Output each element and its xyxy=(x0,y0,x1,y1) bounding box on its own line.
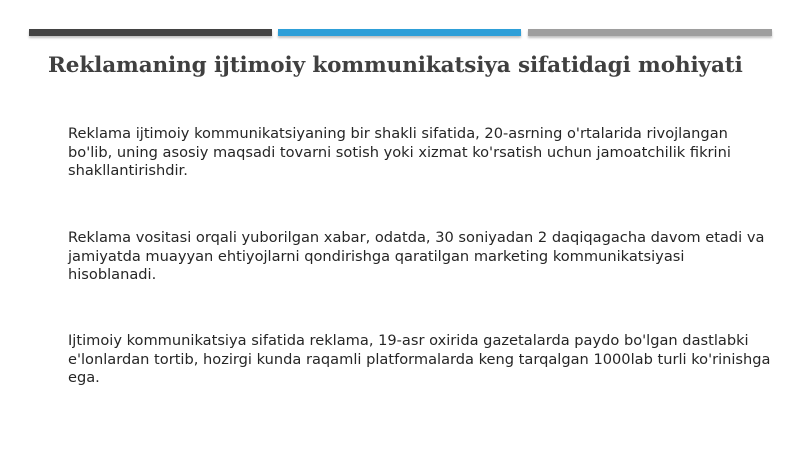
accent-bar-blue xyxy=(278,29,521,36)
header-accent-bars xyxy=(29,29,772,38)
slide-title: Reklamaning ijtimoiy kommunikatsiya sifatidagi mohiyati xyxy=(48,53,743,78)
paragraph-2: Reklama vositasi orqali yuborilgan xabar, odatda, 30 soniyadan 2 daqiqagacha davom etadi va jamiyatda muayyan ehtiyojlarni qondirishga qaratilgan marketing kommunikatsiyasi hisoblanadi. xyxy=(68,229,765,283)
paragraph-3: Ijtimoiy kommunikatsiya sifatida reklama, 19-asr oxirida gazetalarda paydo bo'lgan dastlabki e'lonlardan tortib, hozirgi kunda raqamli platformalarda keng tarqalgan 1000lab turli ko'rinishga ega. xyxy=(68,332,771,386)
accent-bar-dark xyxy=(29,29,272,36)
paragraph-1: Reklama ijtimoiy kommunikatsiyaning bir shakli sifatida, 20-asrning o'rtalarida rivojlangan bo'lib, uning asosiy maqsadi tovarni sotish yoki xizmat ko'rsatish uchun jamoatchilik fikrini shakllantirishdir. xyxy=(68,125,731,179)
accent-bar-gray xyxy=(528,29,772,36)
